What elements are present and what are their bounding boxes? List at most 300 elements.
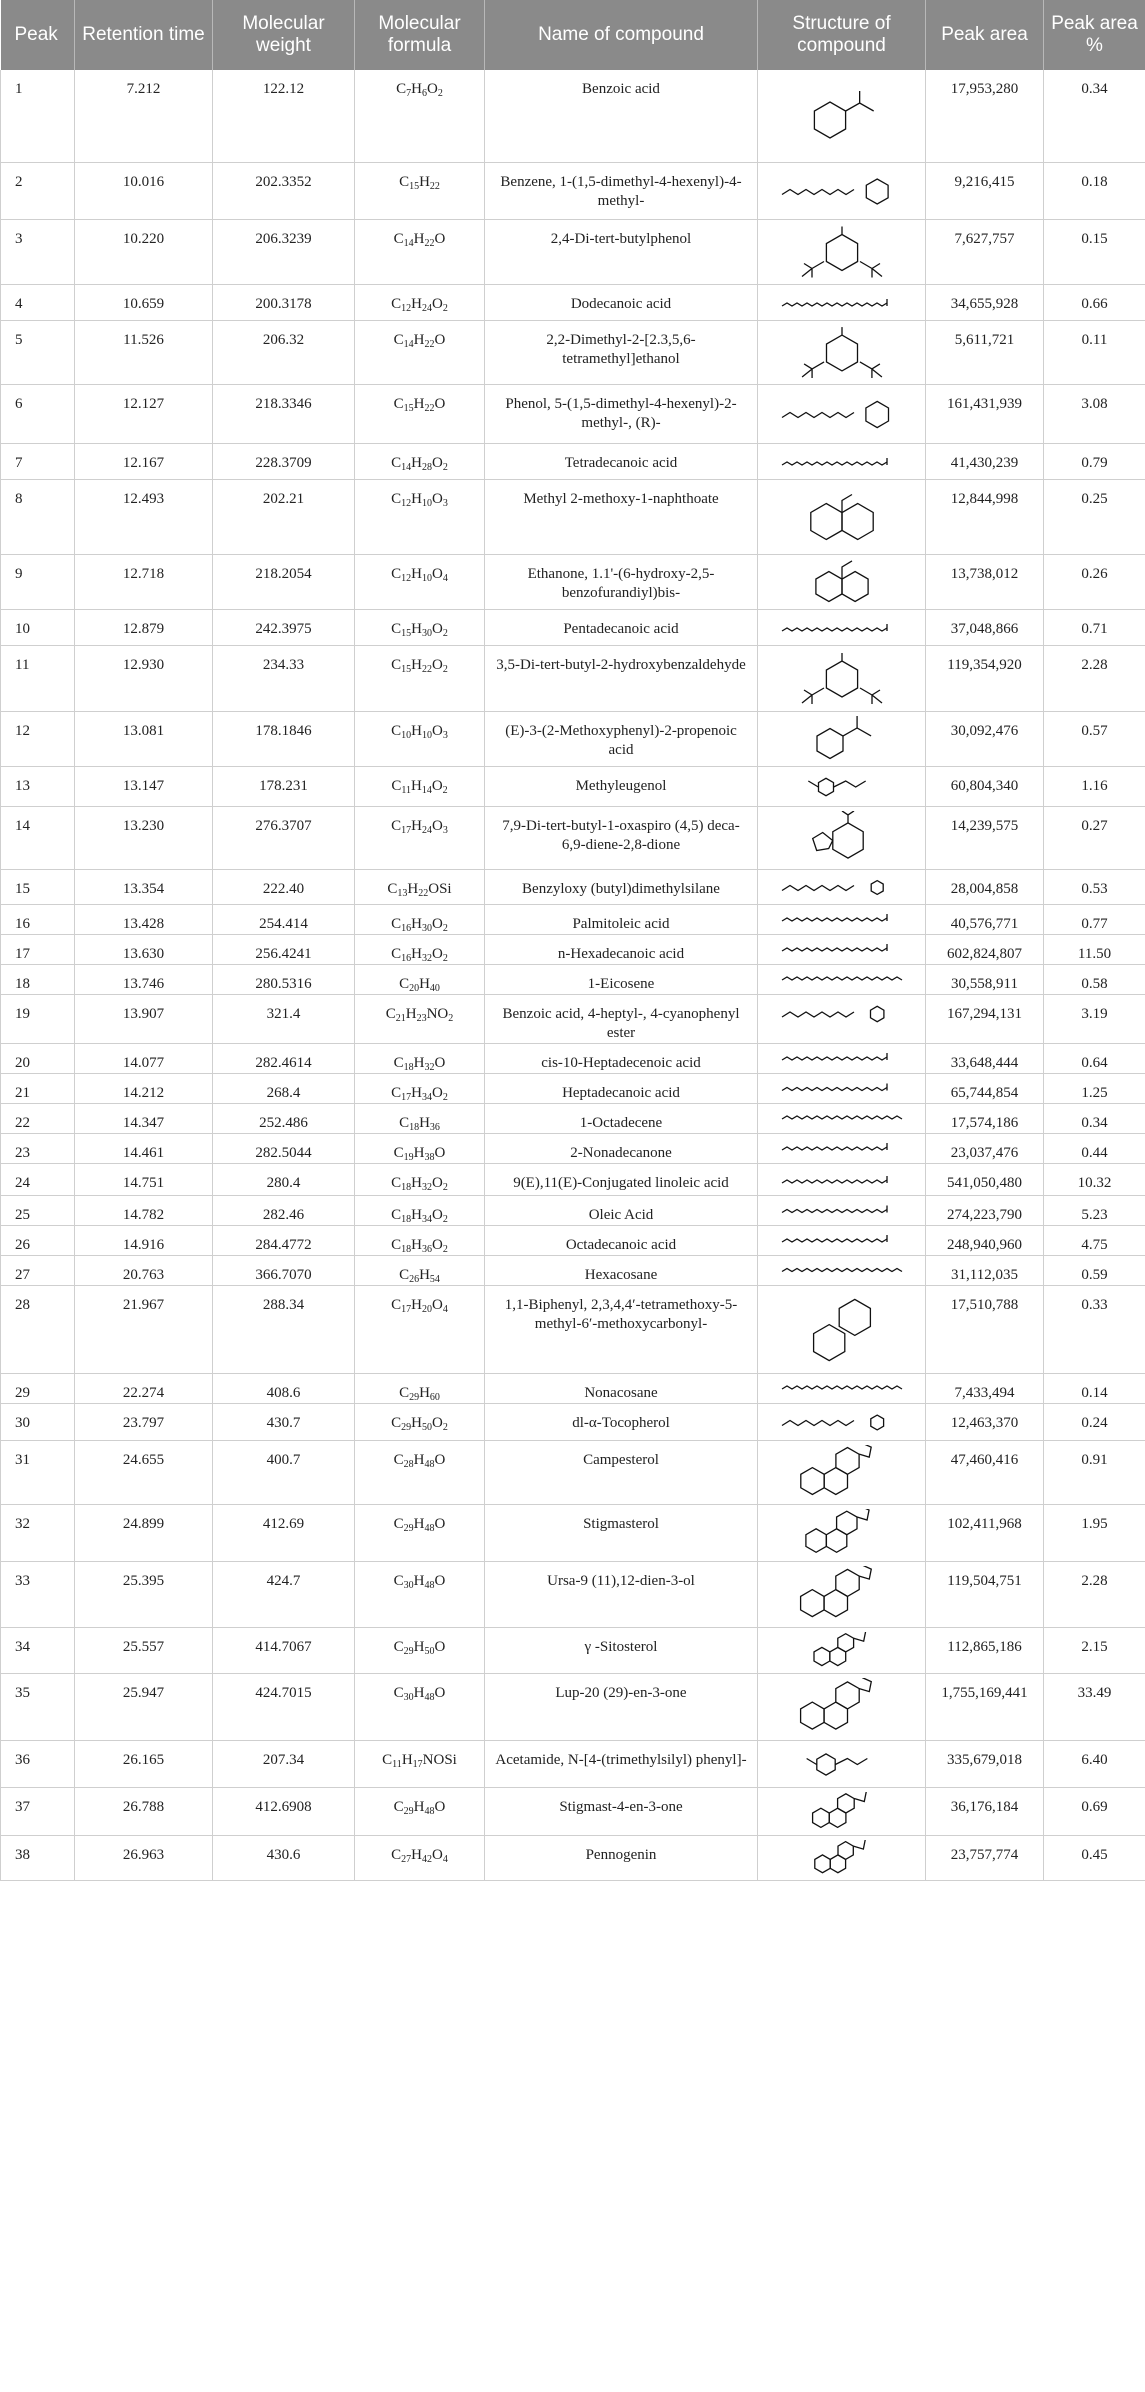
- molecular-weight-cell: 242.3975: [213, 609, 355, 645]
- structure-cell: [758, 443, 926, 479]
- retention-time-cell: 14.782: [75, 1195, 213, 1225]
- peak-area-pct-cell: 0.53: [1044, 869, 1145, 904]
- compound-name-cell: Benzyloxy (butyl)dimethylsilane: [485, 869, 758, 904]
- molecular-formula-cell: $C_{18}H_{32}O$: [355, 1043, 485, 1073]
- peak-cell: 34: [1, 1627, 75, 1673]
- molecular-weight-cell: 288.34: [213, 1285, 355, 1373]
- table-row: [1, 766, 1145, 806]
- peak-cell: 27: [1, 1255, 75, 1285]
- peak-area-cell: 31,112,035: [926, 1255, 1044, 1285]
- retention-time-cell: 25.557: [75, 1627, 213, 1673]
- peak-area-cell: 102,411,968: [926, 1504, 1044, 1561]
- table-row: [1, 1561, 1145, 1627]
- peak-area-cell: 41,430,239: [926, 443, 1044, 479]
- retention-time-cell: 13.428: [75, 904, 213, 934]
- chain-ring-icon: [762, 1408, 922, 1437]
- peak-cell: 32: [1, 1504, 75, 1561]
- chain-ring-icon: [762, 167, 922, 216]
- molecular-formula-cell: $C_{29}H_{48}O$: [355, 1504, 485, 1561]
- compound-name-cell: Pentadecanoic acid: [485, 609, 758, 645]
- table-row: [1, 1195, 1145, 1225]
- ring-acid-icon: [762, 74, 922, 158]
- table-row: [1, 964, 1145, 994]
- peak-area-cell: 17,953,280: [926, 70, 1044, 162]
- peak-cell: 25: [1, 1195, 75, 1225]
- retention-time-cell: 26.788: [75, 1787, 213, 1835]
- compound-name-cell: Stigmasterol: [485, 1504, 758, 1561]
- table-row: [1, 994, 1145, 1043]
- molecular-formula-cell: $C_{17}H_{34}O_2$: [355, 1073, 485, 1103]
- peak-cell: 20: [1, 1043, 75, 1073]
- structure-cell: [758, 1373, 926, 1403]
- table-row: [1, 320, 1145, 384]
- molecular-weight-cell: 228.3709: [213, 443, 355, 479]
- compound-name-cell: Dodecanoic acid: [485, 284, 758, 320]
- peak-area-cell: 13,738,012: [926, 554, 1044, 609]
- peak-area-pct-cell: 2.15: [1044, 1627, 1145, 1673]
- fused-ring-icon: [762, 559, 922, 606]
- molecular-weight-cell: 234.33: [213, 645, 355, 711]
- peak-cell: 12: [1, 711, 75, 766]
- structure-cell: [758, 1787, 926, 1835]
- compound-name-cell: 1-Eicosene: [485, 964, 758, 994]
- peak-area-cell: 37,048,866: [926, 609, 1044, 645]
- molecular-formula-cell: $C_{29}H_{50}O$: [355, 1627, 485, 1673]
- peak-area-pct-cell: 0.58: [1044, 964, 1145, 994]
- retention-time-cell: 25.947: [75, 1673, 213, 1740]
- retention-time-cell: 12.493: [75, 479, 213, 554]
- header-structure: Structure of compound: [758, 0, 926, 70]
- compound-name-cell: Ursa-9 (11),12-dien-3-ol: [485, 1561, 758, 1627]
- structure-cell: [758, 320, 926, 384]
- retention-time-cell: 12.167: [75, 443, 213, 479]
- peak-cell: 26: [1, 1225, 75, 1255]
- compound-name-cell: 1-Octadecene: [485, 1103, 758, 1133]
- compound-name-cell: Octadecanoic acid: [485, 1225, 758, 1255]
- compound-name-cell: Palmitoleic acid: [485, 904, 758, 934]
- peak-cell: 35: [1, 1673, 75, 1740]
- retention-time-cell: 12.127: [75, 384, 213, 443]
- molecular-weight-cell: 178.1846: [213, 711, 355, 766]
- table-row: [1, 1373, 1145, 1403]
- peak-area-cell: 30,092,476: [926, 711, 1044, 766]
- table-row: [1, 1225, 1145, 1255]
- retention-time-cell: 13.746: [75, 964, 213, 994]
- peak-area-cell: 34,655,928: [926, 284, 1044, 320]
- peak-cell: 8: [1, 479, 75, 554]
- molecular-weight-cell: 200.3178: [213, 284, 355, 320]
- retention-time-cell: 11.526: [75, 320, 213, 384]
- table-row: [1, 869, 1145, 904]
- compound-name-cell: Hexacosane: [485, 1255, 758, 1285]
- table-row: [1, 1163, 1145, 1195]
- compound-name-cell: n-Hexadecanoic acid: [485, 934, 758, 964]
- peak-area-cell: 28,004,858: [926, 869, 1044, 904]
- retention-time-cell: 21.967: [75, 1285, 213, 1373]
- structure-cell: [758, 904, 926, 934]
- table-row: [1, 384, 1145, 443]
- retention-time-cell: 13.630: [75, 934, 213, 964]
- peak-cell: 23: [1, 1133, 75, 1163]
- molecular-formula-cell: $C_{10}H_{10}O_3$: [355, 711, 485, 766]
- peak-area-cell: 274,223,790: [926, 1195, 1044, 1225]
- peak-area-cell: 23,757,774: [926, 1835, 1044, 1880]
- molecular-formula-cell: $C_{11}H_{14}O_2$: [355, 766, 485, 806]
- retention-time-cell: 10.659: [75, 284, 213, 320]
- retention-time-cell: 25.395: [75, 1561, 213, 1627]
- molecular-formula-cell: $C_{18}H_{32}O_2$: [355, 1163, 485, 1195]
- retention-time-cell: 14.916: [75, 1225, 213, 1255]
- molecular-weight-cell: 430.6: [213, 1835, 355, 1880]
- molecular-formula-cell: $C_{15}H_{30}O_2$: [355, 609, 485, 645]
- molecular-formula-cell: $C_{15}H_{22}$: [355, 162, 485, 219]
- molecular-formula-cell: $C_{17}H_{24}O_3$: [355, 806, 485, 869]
- retention-time-cell: 10.220: [75, 219, 213, 284]
- molecular-weight-cell: 412.6908: [213, 1787, 355, 1835]
- peak-area-pct-cell: 0.24: [1044, 1403, 1145, 1440]
- peak-cell: 21: [1, 1073, 75, 1103]
- peak-area-pct-cell: 0.91: [1044, 1440, 1145, 1504]
- peak-cell: 24: [1, 1163, 75, 1195]
- compound-name-cell: dl-α-Tocopherol: [485, 1403, 758, 1440]
- peak-area-cell: 119,354,920: [926, 645, 1044, 711]
- peak-area-pct-cell: 0.34: [1044, 70, 1145, 162]
- peak-cell: 3: [1, 219, 75, 284]
- header-retention-time: Retention time: [75, 0, 213, 70]
- chain-acid-icon: [762, 909, 922, 927]
- table-row: [1, 1403, 1145, 1440]
- peak-area-pct-cell: 0.14: [1044, 1373, 1145, 1403]
- peak-area-cell: 47,460,416: [926, 1440, 1044, 1504]
- peak-cell: 31: [1, 1440, 75, 1504]
- molecular-formula-cell: $C_{19}H_{38}O$: [355, 1133, 485, 1163]
- structure-cell: [758, 869, 926, 904]
- compound-name-cell: 2,4-Di-tert-butylphenol: [485, 219, 758, 284]
- peak-area-cell: 5,611,721: [926, 320, 1044, 384]
- structure-cell: [758, 766, 926, 806]
- ring-chain-icon: [762, 771, 922, 803]
- peak-area-cell: 7,627,757: [926, 219, 1044, 284]
- fused-ring-icon: [762, 484, 922, 551]
- peak-area-pct-cell: 0.71: [1044, 609, 1145, 645]
- compound-name-cell: 3,5-Di-tert-butyl-2-hydroxybenzaldehyde: [485, 645, 758, 711]
- molecular-weight-cell: 276.3707: [213, 806, 355, 869]
- peak-area-cell: 119,504,751: [926, 1561, 1044, 1627]
- peak-area-pct-cell: 3.08: [1044, 384, 1145, 443]
- peak-area-cell: 40,576,771: [926, 904, 1044, 934]
- retention-time-cell: 20.763: [75, 1255, 213, 1285]
- table-row: [1, 479, 1145, 554]
- chain-ring-icon: [762, 999, 922, 1029]
- molecular-formula-cell: $C_{29}H_{60}$: [355, 1373, 485, 1403]
- chain-acid-icon: [762, 1168, 922, 1192]
- peak-area-pct-cell: 3.19: [1044, 994, 1145, 1043]
- molecular-formula-cell: $C_{17}H_{20}O_4$: [355, 1285, 485, 1373]
- molecular-formula-cell: $C_{29}H_{50}O_2$: [355, 1403, 485, 1440]
- peak-area-pct-cell: 1.16: [1044, 766, 1145, 806]
- peak-area-pct-cell: 0.44: [1044, 1133, 1145, 1163]
- compound-name-cell: (E)-3-(2-Methoxyphenyl)-2-propenoic acid: [485, 711, 758, 766]
- peak-cell: 30: [1, 1403, 75, 1440]
- compound-name-cell: Lup-20 (29)-en-3-one: [485, 1673, 758, 1740]
- retention-time-cell: 24.655: [75, 1440, 213, 1504]
- structure-cell: [758, 1835, 926, 1880]
- retention-time-cell: 13.354: [75, 869, 213, 904]
- retention-time-cell: 13.147: [75, 766, 213, 806]
- peak-area-pct-cell: 0.11: [1044, 320, 1145, 384]
- molecular-formula-cell: $C_{16}H_{30}O_2$: [355, 904, 485, 934]
- table-row: [1, 162, 1145, 219]
- peak-area-pct-cell: 5.23: [1044, 1195, 1145, 1225]
- peak-area-cell: 60,804,340: [926, 766, 1044, 806]
- chain-ring-icon: [762, 389, 922, 440]
- chain-acid-icon: [762, 289, 922, 317]
- compound-name-cell: Methyleugenol: [485, 766, 758, 806]
- compound-name-cell: 7,9-Di-tert-butyl-1-oxaspiro (4,5) deca-6,9-diene-2,8-dione: [485, 806, 758, 869]
- molecular-formula-cell: $C_{21}H_{23}NO_2$: [355, 994, 485, 1043]
- compound-name-cell: Stigmast-4-en-3-one: [485, 1787, 758, 1835]
- structure-cell: [758, 554, 926, 609]
- steroid-icon: [762, 1632, 922, 1670]
- retention-time-cell: 12.879: [75, 609, 213, 645]
- structure-cell: [758, 1195, 926, 1225]
- structure-cell: [758, 934, 926, 964]
- peak-area-cell: 17,510,788: [926, 1285, 1044, 1373]
- peak-area-cell: 23,037,476: [926, 1133, 1044, 1163]
- peak-area-cell: 7,433,494: [926, 1373, 1044, 1403]
- header-peak-area-pct: Peak area %: [1044, 0, 1145, 70]
- structure-cell: [758, 1103, 926, 1133]
- table-row: [1, 70, 1145, 162]
- molecular-formula-cell: $C_{27}H_{42}O_4$: [355, 1835, 485, 1880]
- chain-acid-icon: [762, 448, 922, 476]
- ring-chain-icon: [762, 1745, 922, 1784]
- peak-cell: 1: [1, 70, 75, 162]
- retention-time-cell: 14.751: [75, 1163, 213, 1195]
- table-row: [1, 1787, 1145, 1835]
- retention-time-cell: 26.963: [75, 1835, 213, 1880]
- peak-area-cell: 248,940,960: [926, 1225, 1044, 1255]
- compound-name-cell: γ -Sitosterol: [485, 1627, 758, 1673]
- peak-cell: 16: [1, 904, 75, 934]
- steroid-icon: [762, 1840, 922, 1877]
- peak-area-cell: 1,755,169,441: [926, 1673, 1044, 1740]
- compound-name-cell: Benzoic acid, 4-heptyl-, 4-cyanophenyl ester: [485, 994, 758, 1043]
- peak-cell: 11: [1, 645, 75, 711]
- peak-cell: 19: [1, 994, 75, 1043]
- retention-time-cell: 13.081: [75, 711, 213, 766]
- structure-cell: [758, 964, 926, 994]
- table-row: [1, 1133, 1145, 1163]
- peak-area-pct-cell: 0.57: [1044, 711, 1145, 766]
- molecular-formula-cell: $C_{14}H_{22}O$: [355, 219, 485, 284]
- retention-time-cell: 13.230: [75, 806, 213, 869]
- compound-name-cell: Pennogenin: [485, 1835, 758, 1880]
- peak-cell: 38: [1, 1835, 75, 1880]
- compound-name-cell: 2,2-Dimethyl-2-[2.3,5,6-tetramethyl]ethanol: [485, 320, 758, 384]
- peak-area-pct-cell: 33.49: [1044, 1673, 1145, 1740]
- table-row: [1, 934, 1145, 964]
- molecular-weight-cell: 202.21: [213, 479, 355, 554]
- table-row: [1, 645, 1145, 711]
- retention-time-cell: 12.930: [75, 645, 213, 711]
- molecular-weight-cell: 284.4772: [213, 1225, 355, 1255]
- peak-cell: 6: [1, 384, 75, 443]
- compound-name-cell: Campesterol: [485, 1440, 758, 1504]
- chain-ring-icon: [762, 874, 922, 901]
- compound-name-cell: Ethanone, 1.1'-(6-hydroxy-2,5-benzofurandiyl)bis-: [485, 554, 758, 609]
- structure-cell: [758, 1225, 926, 1255]
- chain-acid-icon: [762, 1138, 922, 1156]
- peak-area-cell: 33,648,444: [926, 1043, 1044, 1073]
- spiro-ring-icon: [762, 811, 922, 866]
- molecular-weight-cell: 218.2054: [213, 554, 355, 609]
- chain-icon: [762, 1108, 922, 1126]
- compound-name-cell: Heptadecanoic acid: [485, 1073, 758, 1103]
- table-row: [1, 1043, 1145, 1073]
- ring-branch-icon: [762, 650, 922, 708]
- peak-area-pct-cell: 0.77: [1044, 904, 1145, 934]
- peak-cell: 9: [1, 554, 75, 609]
- molecular-weight-cell: 414.7067: [213, 1627, 355, 1673]
- structure-cell: [758, 1133, 926, 1163]
- compound-name-cell: 9(E),11(E)-Conjugated linoleic acid: [485, 1163, 758, 1195]
- header-peak-area: Peak area: [926, 0, 1044, 70]
- structure-cell: [758, 70, 926, 162]
- molecular-formula-cell: $C_{15}H_{22}O_2$: [355, 645, 485, 711]
- structure-cell: [758, 645, 926, 711]
- molecular-formula-cell: $C_{12}H_{24}O_2$: [355, 284, 485, 320]
- peak-area-pct-cell: 0.66: [1044, 284, 1145, 320]
- table-row: [1, 1440, 1145, 1504]
- table-row: [1, 284, 1145, 320]
- peak-area-cell: 9,216,415: [926, 162, 1044, 219]
- table-row: [1, 1285, 1145, 1373]
- structure-cell: [758, 1255, 926, 1285]
- molecular-weight-cell: 280.4: [213, 1163, 355, 1195]
- molecular-formula-cell: $C_{28}H_{48}O$: [355, 1440, 485, 1504]
- ring-branch-icon: [762, 325, 922, 381]
- peak-area-pct-cell: 0.79: [1044, 443, 1145, 479]
- peak-area-cell: 602,824,807: [926, 934, 1044, 964]
- molecular-weight-cell: 280.5316: [213, 964, 355, 994]
- molecular-weight-cell: 282.4614: [213, 1043, 355, 1073]
- header-molecular-formula: Molecular formula: [355, 0, 485, 70]
- molecular-formula-cell: $C_{18}H_{34}O_2$: [355, 1195, 485, 1225]
- structure-cell: [758, 1285, 926, 1373]
- molecular-weight-cell: 268.4: [213, 1073, 355, 1103]
- ring-acid-icon: [762, 716, 922, 763]
- compound-name-cell: Tetradecanoic acid: [485, 443, 758, 479]
- compound-name-cell: cis-10-Heptadecenoic acid: [485, 1043, 758, 1073]
- peak-cell: 29: [1, 1373, 75, 1403]
- header-row: [1, 0, 1145, 70]
- molecular-weight-cell: 206.32: [213, 320, 355, 384]
- structure-cell: [758, 1403, 926, 1440]
- peak-area-pct-cell: 2.28: [1044, 1561, 1145, 1627]
- structure-cell: [758, 162, 926, 219]
- molecular-weight-cell: 206.3239: [213, 219, 355, 284]
- table-row: [1, 1627, 1145, 1673]
- molecular-weight-cell: 202.3352: [213, 162, 355, 219]
- peak-area-pct-cell: 0.64: [1044, 1043, 1145, 1073]
- structure-cell: [758, 1504, 926, 1561]
- peak-area-pct-cell: 0.27: [1044, 806, 1145, 869]
- table-row: [1, 711, 1145, 766]
- chain-icon: [762, 1378, 922, 1396]
- table-row: [1, 1673, 1145, 1740]
- structure-cell: [758, 1673, 926, 1740]
- chain-acid-icon: [762, 1048, 922, 1066]
- structure-cell: [758, 1627, 926, 1673]
- compound-name-cell: 2-Nonadecanone: [485, 1133, 758, 1163]
- structure-cell: [758, 1561, 926, 1627]
- peak-cell: 36: [1, 1740, 75, 1787]
- molecular-formula-cell: $C_{26}H_{54}$: [355, 1255, 485, 1285]
- retention-time-cell: 12.718: [75, 554, 213, 609]
- peak-area-pct-cell: 0.33: [1044, 1285, 1145, 1373]
- peak-cell: 10: [1, 609, 75, 645]
- chain-icon: [762, 969, 922, 987]
- retention-time-cell: 13.907: [75, 994, 213, 1043]
- table-row: [1, 1835, 1145, 1880]
- structure-cell: [758, 1740, 926, 1787]
- retention-time-cell: 7.212: [75, 70, 213, 162]
- peak-area-pct-cell: 11.50: [1044, 934, 1145, 964]
- peak-area-pct-cell: 0.18: [1044, 162, 1145, 219]
- table-row: [1, 1103, 1145, 1133]
- compound-name-cell: Methyl 2-methoxy-1-naphthoate: [485, 479, 758, 554]
- molecular-weight-cell: 400.7: [213, 1440, 355, 1504]
- molecular-formula-cell: $C_{14}H_{28}O_2$: [355, 443, 485, 479]
- molecular-weight-cell: 122.12: [213, 70, 355, 162]
- chain-acid-icon: [762, 1078, 922, 1097]
- peak-cell: 33: [1, 1561, 75, 1627]
- peak-area-cell: 541,050,480: [926, 1163, 1044, 1195]
- retention-time-cell: 26.165: [75, 1740, 213, 1787]
- steroid-icon: [762, 1678, 922, 1737]
- molecular-formula-cell: $C_{30}H_{48}O$: [355, 1673, 485, 1740]
- molecular-weight-cell: 366.7070: [213, 1255, 355, 1285]
- structure-cell: [758, 711, 926, 766]
- peak-cell: 13: [1, 766, 75, 806]
- compound-name-cell: Benzene, 1-(1,5-dimethyl-4-hexenyl)-4-methyl-: [485, 162, 758, 219]
- steroid-icon: [762, 1792, 922, 1832]
- retention-time-cell: 10.016: [75, 162, 213, 219]
- compound-name-cell: 1,1-Biphenyl, 2,3,4,4′-tetramethoxy-5-methyl-6′-methoxycarbonyl-: [485, 1285, 758, 1373]
- chain-acid-icon: [762, 1230, 922, 1248]
- peak-cell: 18: [1, 964, 75, 994]
- retention-time-cell: 14.212: [75, 1073, 213, 1103]
- molecular-weight-cell: 412.69: [213, 1504, 355, 1561]
- retention-time-cell: 14.077: [75, 1043, 213, 1073]
- peak-area-cell: 12,463,370: [926, 1403, 1044, 1440]
- peak-area-cell: 12,844,998: [926, 479, 1044, 554]
- ring-branch-icon: [762, 224, 922, 281]
- molecular-weight-cell: 218.3346: [213, 384, 355, 443]
- chain-acid-icon: [762, 939, 922, 957]
- header-peak: Peak: [1, 0, 75, 70]
- chain-acid-icon: [762, 614, 922, 642]
- table-row: [1, 219, 1145, 284]
- structure-cell: [758, 1163, 926, 1195]
- peak-area-cell: 36,176,184: [926, 1787, 1044, 1835]
- retention-time-cell: 24.899: [75, 1504, 213, 1561]
- structure-cell: [758, 1073, 926, 1103]
- peak-area-cell: 335,679,018: [926, 1740, 1044, 1787]
- peak-area-pct-cell: 10.32: [1044, 1163, 1145, 1195]
- peak-area-cell: 14,239,575: [926, 806, 1044, 869]
